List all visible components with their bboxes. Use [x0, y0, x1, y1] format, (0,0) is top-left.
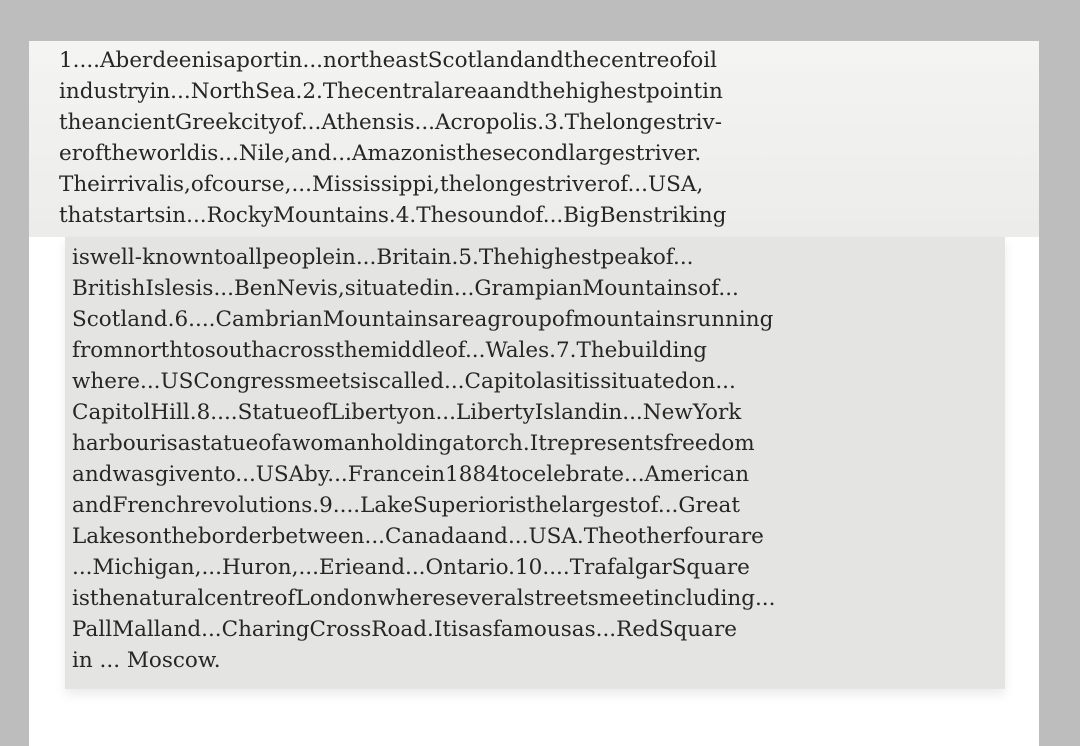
- text-line: iswell-knowntoallpeoplein...Britain.5.Thehighestpeakof...: [72, 245, 694, 270]
- text-line: harbourisastatueofawomanholdingatorch.Itrepresentsfreedom: [72, 431, 755, 456]
- text-line: BritishIslesis...BenNevis,situatedin...GrampianMountainsof...: [72, 276, 739, 301]
- text-line: eroftheworldis...Nile,and...Amazonisthesecondlargestriver.: [59, 141, 702, 166]
- text-line: thatstartsin...RockyMountains.4.Thesoundof...BigBenstriking: [59, 203, 727, 228]
- text-line: 1....Aberdeenisaportin...northeastScotlandandthecentreofoil: [59, 48, 717, 73]
- text-line: andwasgivento...USAby...Francein1884tocelebrate...American: [72, 462, 750, 487]
- exercise-paragraph-lower: [72, 242, 1002, 676]
- exercise-paragraph-upper: [59, 45, 996, 231]
- text-line: where...USCongressmeetsiscalled...Capitolasitissituatedon...: [72, 369, 736, 394]
- text-line: isthenaturalcentreofLondonwhereseveralstreetsmeetincluding...: [72, 586, 776, 611]
- text-line: fromnorthtosouthacrossthemiddleof...Wales.7.Thebuilding: [72, 338, 708, 363]
- text-line: in ... Moscow.: [72, 648, 221, 673]
- text-line: ...Michigan,...Huron,...Erieand...Ontario.10....TrafalgarSquare: [72, 555, 750, 580]
- text-line: Theirrivalis,ofcourse,...Mississippi,thelongestriverof...USA,: [59, 172, 704, 197]
- text-line: Lakesontheborderbetween...Canadaand...USA.Theotherfourare: [72, 524, 764, 549]
- text-line: industryin...NorthSea.2.Thecentralareaandthehighestpointin: [59, 79, 723, 104]
- text-line: PallMalland...CharingCrossRoad.Itisasfamousas...RedSquare: [72, 617, 737, 642]
- text-line: CapitolHill.8....StatueofLibertyon...LibertyIslandin...NewYork: [72, 400, 742, 425]
- text-line: theancientGreekcityof...Athensis...Acropolis.3.Thelongestriv-: [59, 110, 722, 135]
- text-line: Scotland.6....CambrianMountainsareagroupofmountainsrunning: [72, 307, 774, 332]
- textbook-page: [29, 41, 1039, 746]
- text-line: andFrenchrevolutions.9....LakeSuperioristhelargestof...Great: [72, 493, 741, 518]
